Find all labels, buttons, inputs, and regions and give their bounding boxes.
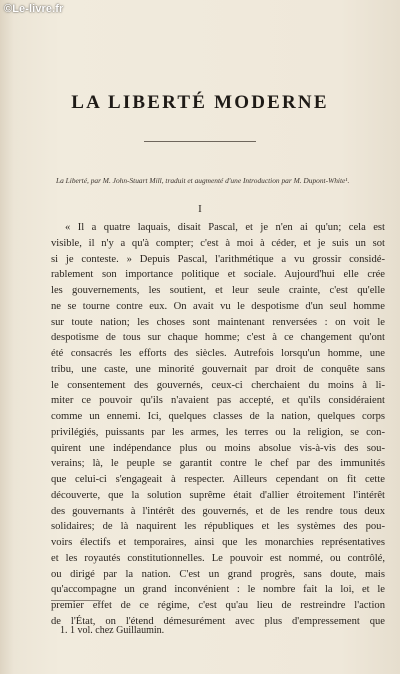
title-rule — [144, 141, 256, 142]
section-number: I — [198, 203, 202, 215]
text-line: découverte, que la solution suprême était d'allier étroitement l'intérêt — [51, 489, 385, 501]
text-line: visible, il n'y a qu'à compter; c'est à moi à céder, et je suis un sot — [51, 237, 385, 249]
footnote: 1. 1 vol. chez Guillaumin. — [60, 625, 165, 636]
body-text — [51, 220, 385, 630]
text-line: tribu, une caste, une minorité gouvernait par droit de conquête sans — [51, 363, 385, 375]
text-line: comme un ennemi. Ici, quelques classes de la nation, quelques corps — [51, 411, 385, 422]
text-line: des gouvernants à l'intérêt des gouvernés, et de les rendre tous deux — [51, 505, 385, 517]
text-line: solidaires; de là naquirent les républiques et les systèmes des pou- — [51, 521, 385, 533]
text-line: privilégiés, puissants par les armes, les terres ou la religion, se con- — [51, 426, 385, 438]
text-line: les gouvernements, les soutient, et leur seule crainte, c'est qu'elle — [51, 285, 385, 296]
text-line: rablement son importance politique et sociale. Aujourd'hui elle crée — [51, 269, 385, 281]
text-line: voirs électifs et temporaires, ainsi que les monarchies représentatives — [51, 537, 385, 548]
text-line: que celui-ci s'engageait à respecter. Ailleurs cependant on fit cette — [51, 474, 385, 485]
text-line: premier effet de ce régime, c'est qu'au lieu de restreindre l'action — [51, 600, 385, 611]
text-line: despotisme de tous sur chaque homme; c'est à ce changement qu'ont — [51, 332, 385, 344]
text-line: le consentement des gouvernés, ceux-ci cherchaient du moins à li- — [51, 379, 385, 391]
text-line: sur toute nation; les choses sont maintenant renversées : on voit le — [51, 316, 385, 328]
watermark-logo: ©Le-livre.fr — [4, 3, 64, 15]
text-line: qu'accompagne un grand inconvénient : le nombre fait la loi, et le — [51, 584, 385, 596]
text-line: miter ce pouvoir qu'ils n'avaient pas accepté, et qu'ils considéraient — [51, 395, 385, 407]
page-title: LA LIBERTÉ MODERNE — [71, 92, 329, 113]
footnote-separator — [51, 600, 99, 601]
text-line: si je conteste. » Depuis Pascal, l'arithmétique a vu grossir considé- — [51, 253, 385, 265]
book-reference: La Liberté, par M. John-Stuart Mill, traduit et augmenté d'une Introduction par M. Dupont-White¹. — [56, 176, 350, 185]
text-line: « Il a quatre laquais, disait Pascal, et je n'en ai qu'un; cela est — [65, 222, 385, 233]
text-line: quirent une indépendance plus ou moins absolue vis-à-vis des sou- — [51, 442, 385, 454]
text-line: été consacrés les efforts des siècles. Autrefois lorsqu'un homme, une — [51, 348, 385, 359]
text-line: ou dirigé par la nation. C'est un grand progrès, sans doute, mais — [51, 568, 385, 580]
text-line: verains; là, le peuple se garantit contre le chef par des immunités — [51, 458, 385, 470]
text-line: de l'État, on l'étend démesurément avec plus d'empressement que — [51, 615, 385, 627]
text-line: et les royautés constitutionnelles. Le pouvoir est nommé, ou contrôlé, — [51, 552, 385, 564]
text-line: ne se tourne contre eux. On avait vu le despotisme d'un seul homme — [51, 300, 385, 312]
